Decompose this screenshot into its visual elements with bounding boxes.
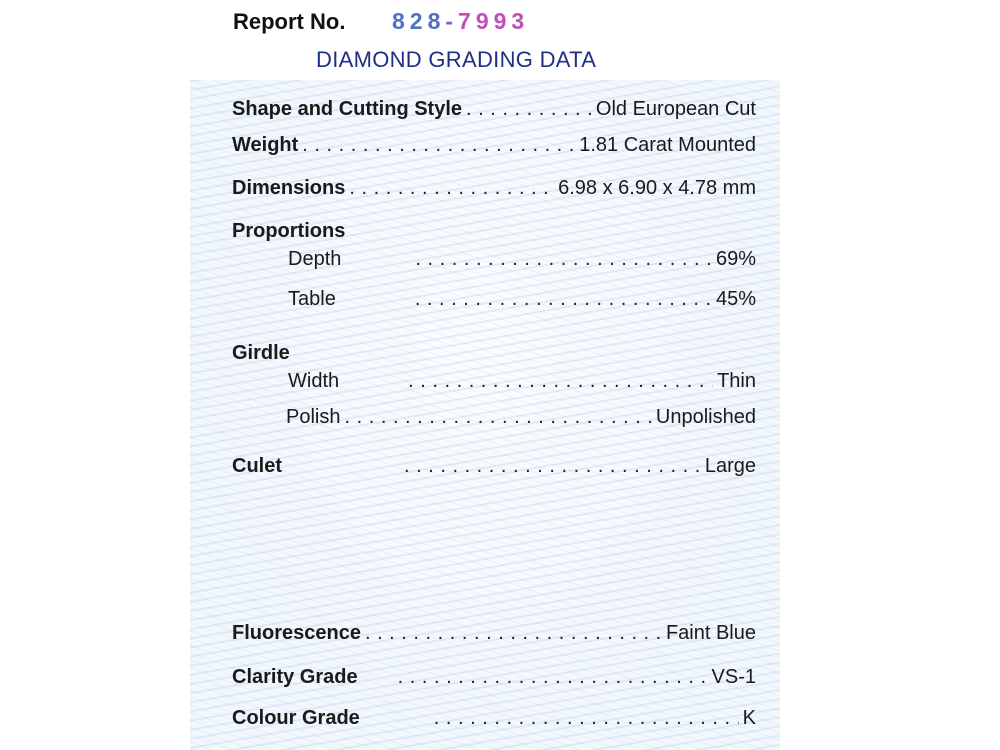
culet-value: Large <box>704 455 756 477</box>
dimensions-value: 6.98 x 6.90 x 4.78 mm <box>558 177 756 199</box>
depth-label: Depth <box>288 248 342 270</box>
row-shape <box>232 98 756 124</box>
leader-dots <box>415 288 712 311</box>
leader-dots <box>344 406 651 429</box>
leader-dots <box>404 455 701 478</box>
report-label: Report No. <box>233 9 346 34</box>
depth-value: 69% <box>715 248 756 270</box>
document-title: DIAMOND GRADING DATA <box>316 47 597 72</box>
row-fluorescence <box>232 622 756 648</box>
culet-label: Culet <box>232 455 282 477</box>
girdle-heading: Girdle <box>232 342 290 364</box>
report-number-dash: - <box>445 8 459 34</box>
row-colour <box>232 707 756 733</box>
leader-dots <box>365 622 662 645</box>
table-label: Table <box>288 288 336 310</box>
width-label: Width <box>288 370 340 392</box>
table-value: 45% <box>715 288 756 310</box>
row-dimensions <box>232 177 756 203</box>
width-value: Thin <box>717 370 756 392</box>
clarity-label: Clarity Grade <box>232 666 358 688</box>
proportions-heading: Proportions <box>232 220 346 242</box>
clarity-value: VS-1 <box>711 666 756 688</box>
leader-dots <box>349 177 554 200</box>
report-number-part2: 7993 <box>458 8 530 34</box>
weight-label: Weight <box>232 134 299 156</box>
fluorescence-label: Fluorescence <box>232 622 361 644</box>
polish-value: Unpolished <box>655 406 756 428</box>
colour-value: K <box>742 707 756 729</box>
row-clarity <box>232 666 756 692</box>
leader-dots <box>302 134 575 157</box>
colour-label: Colour Grade <box>232 707 360 729</box>
leader-dots <box>415 248 712 271</box>
row-table <box>288 288 756 314</box>
shape-label: Shape and Cutting Style <box>232 98 463 120</box>
row-polish <box>286 406 756 432</box>
leader-dots <box>434 707 739 730</box>
leader-dots <box>466 98 592 121</box>
shape-value: Old European Cut <box>595 98 756 120</box>
report-number <box>392 8 529 35</box>
row-culet <box>232 455 756 481</box>
dimensions-label: Dimensions <box>232 177 346 199</box>
row-depth <box>288 248 756 274</box>
weight-value: 1.81 Carat Mounted <box>579 134 756 156</box>
leader-dots <box>398 666 708 689</box>
fluorescence-value: Faint Blue <box>665 622 756 644</box>
row-width <box>288 370 756 396</box>
report-number-part1: 828 <box>392 8 446 34</box>
row-weight <box>232 134 756 160</box>
polish-label: Polish <box>286 406 341 428</box>
leader-dots <box>408 370 713 393</box>
